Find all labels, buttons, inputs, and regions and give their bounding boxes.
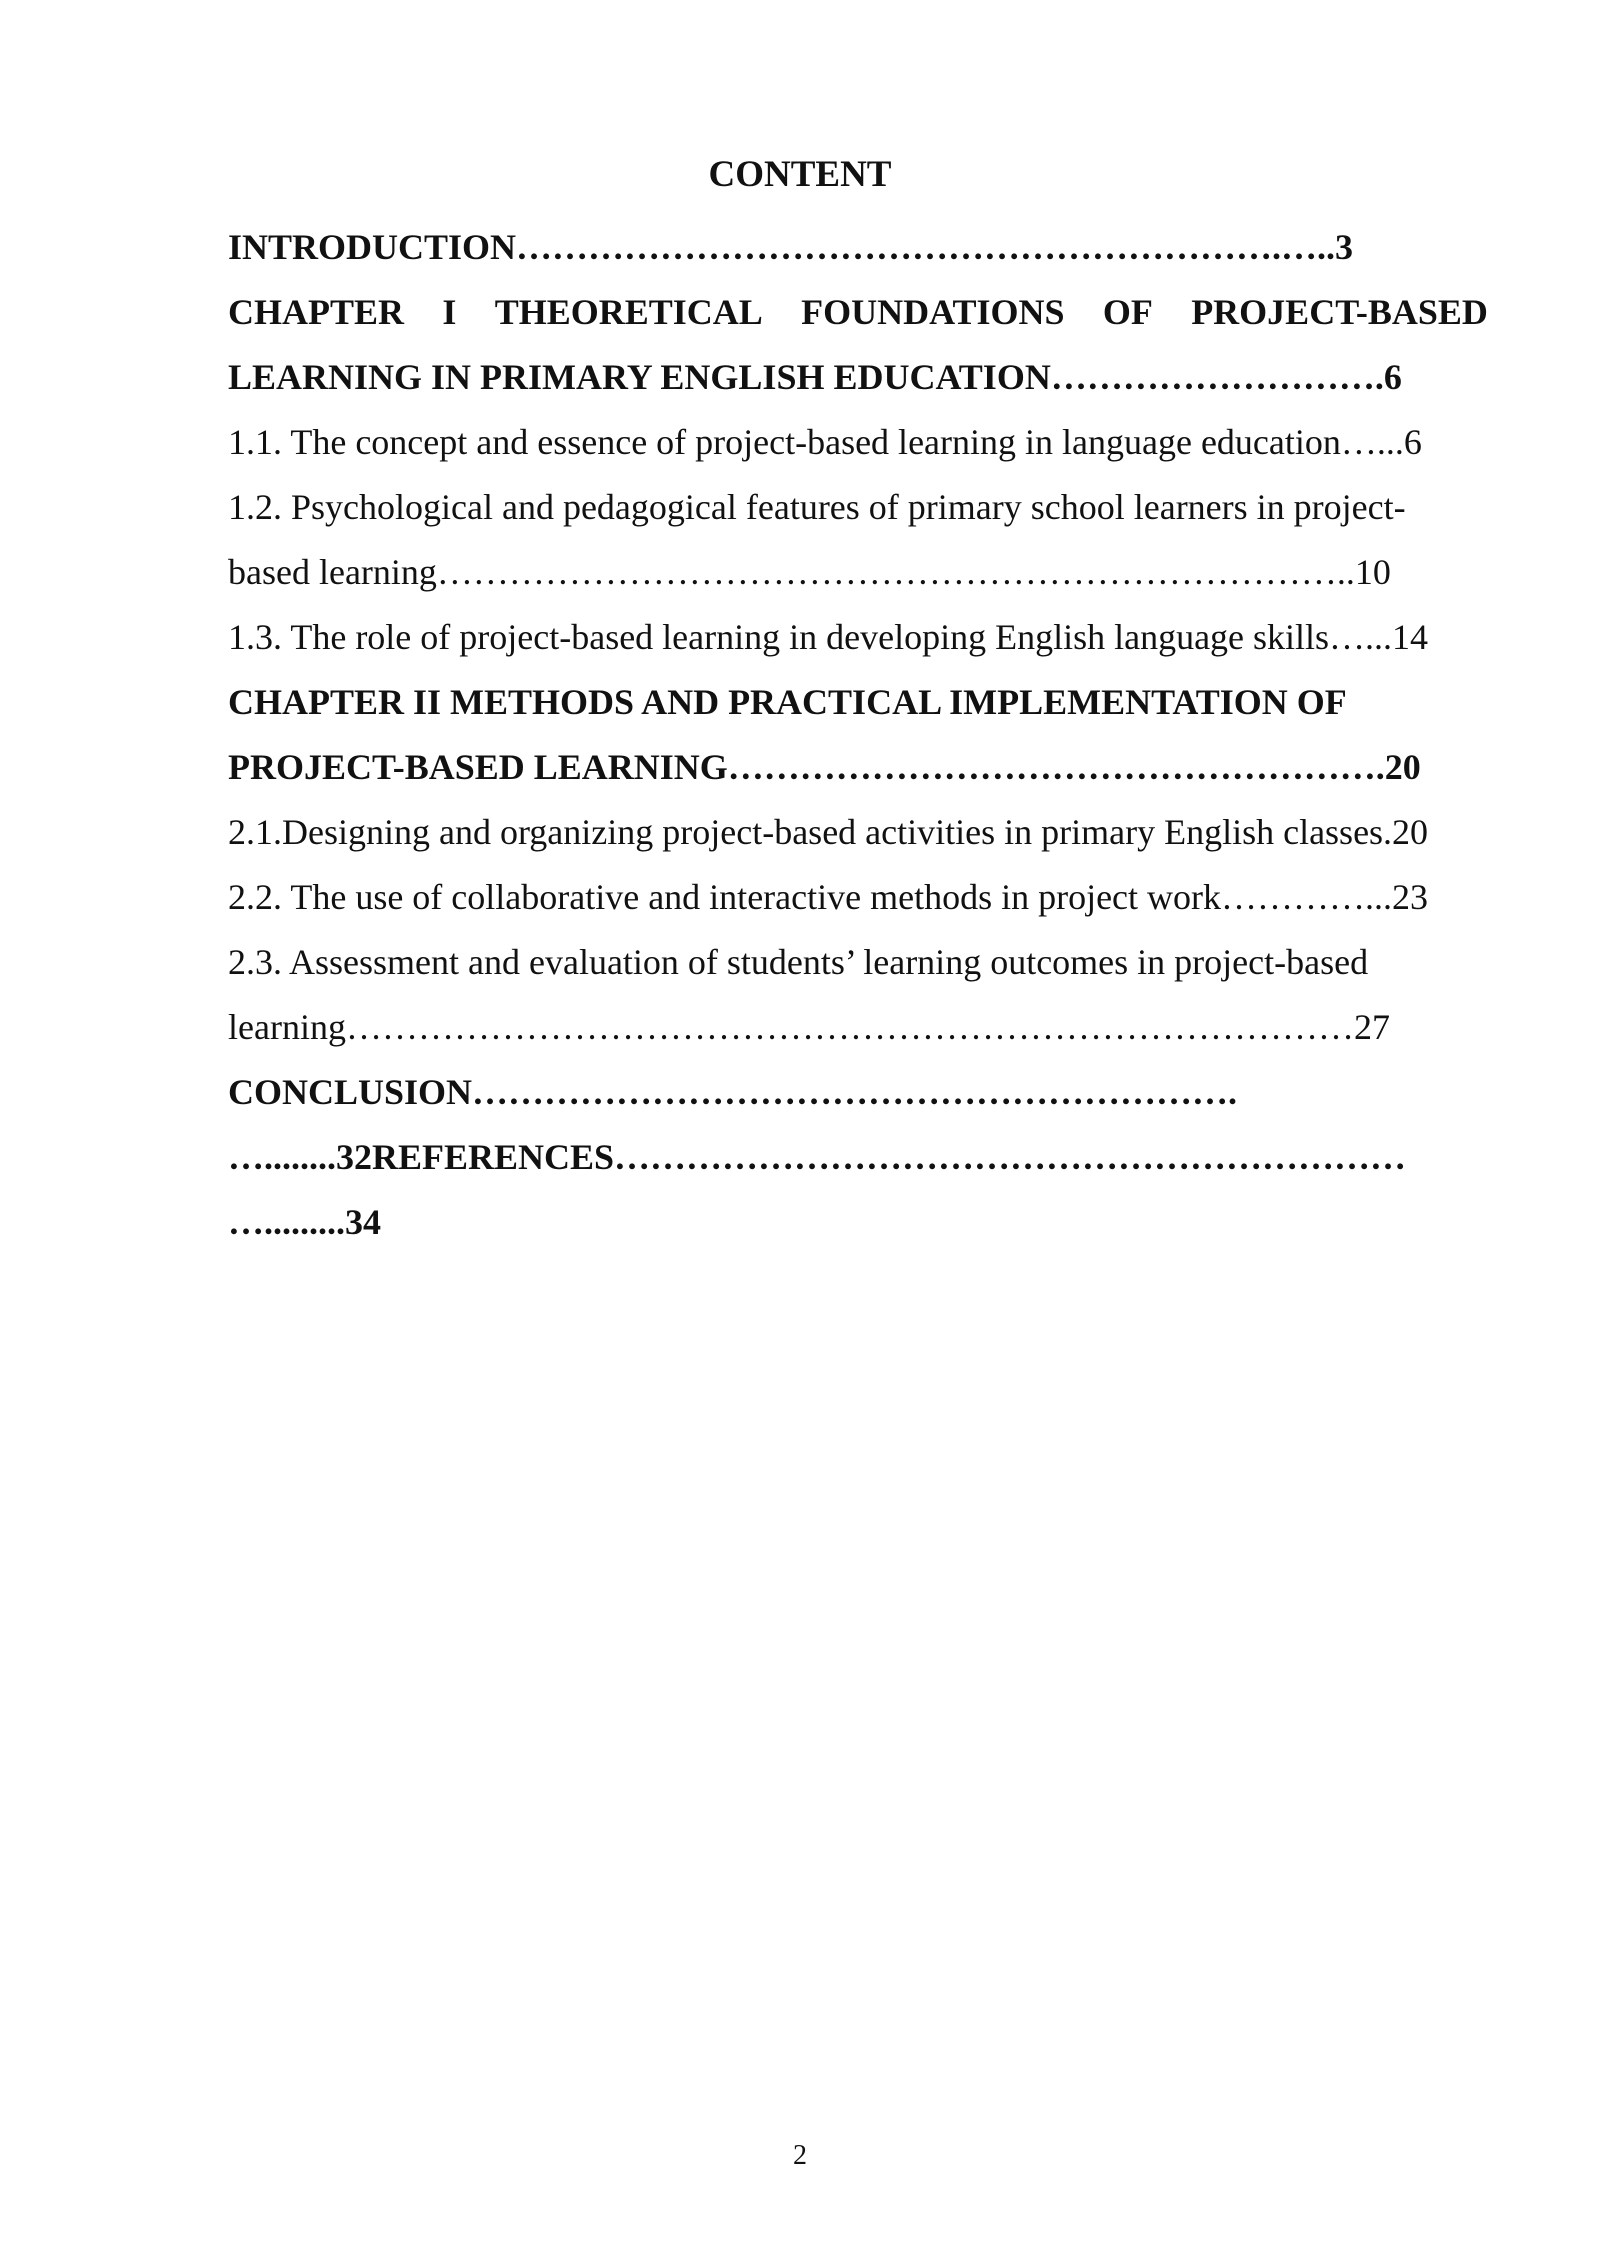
toc-section-2-2: 2.2. The use of collaborative and interactive methods in project work…………...23 <box>228 877 1429 917</box>
toc-word: PROJECT-BASED <box>1191 292 1488 332</box>
toc-section-1-2-line-2: based learning…………………………………………………………………..10 <box>228 552 1391 592</box>
toc-conclusion-references-line: …........32REFERENCES………………………………………………………… <box>228 1137 1407 1177</box>
toc-section-1-3: 1.3. The role of project-based learning in developing English language skills…...14 <box>228 617 1429 657</box>
toc-word: FOUNDATIONS <box>801 292 1065 332</box>
toc-chapter-1-heading-line-1 <box>228 280 1488 345</box>
toc-word: THEORETICAL <box>494 292 763 332</box>
toc-section-1-1: 1.1. The concept and essence of project-based learning in language education…...6 <box>228 422 1422 462</box>
toc-section-2-3-line-2: learning…………………………………………………………………………27 <box>228 1007 1390 1047</box>
toc-chapter-2-heading-line-1: CHAPTER II METHODS AND PRACTICAL IMPLEMENTATION OF <box>228 682 1347 722</box>
toc-chapter-1-heading-line-2: LEARNING IN PRIMARY ENGLISH EDUCATION……………………….6 <box>228 357 1402 397</box>
toc-conclusion-line-1: CONCLUSION………………………………………………………. <box>228 1072 1238 1112</box>
toc-introduction: INTRODUCTION……………………………………………………….…..3 <box>228 227 1354 267</box>
toc-section-1-2-line-1: 1.2. Psychological and pedagogical features of primary school learners in project- <box>228 487 1406 527</box>
toc-section-2-3-line-1: 2.3. Assessment and evaluation of students’ learning outcomes in project-based <box>228 942 1369 982</box>
toc-word: I <box>442 292 457 332</box>
toc-section-2-1: 2.1.Designing and organizing project-based activities in primary English classes.20 <box>228 812 1429 852</box>
page-title: CONTENT <box>708 154 892 195</box>
toc-word: OF <box>1102 292 1153 332</box>
table-of-contents <box>228 215 1488 1255</box>
toc-references-page-line: ….........34 <box>228 1202 381 1242</box>
page-number: 2 <box>793 2140 807 2171</box>
toc-word: CHAPTER <box>228 292 405 332</box>
toc-chapter-2-heading-line-2: PROJECT-BASED LEARNING……………………………………………….20 <box>228 747 1421 787</box>
